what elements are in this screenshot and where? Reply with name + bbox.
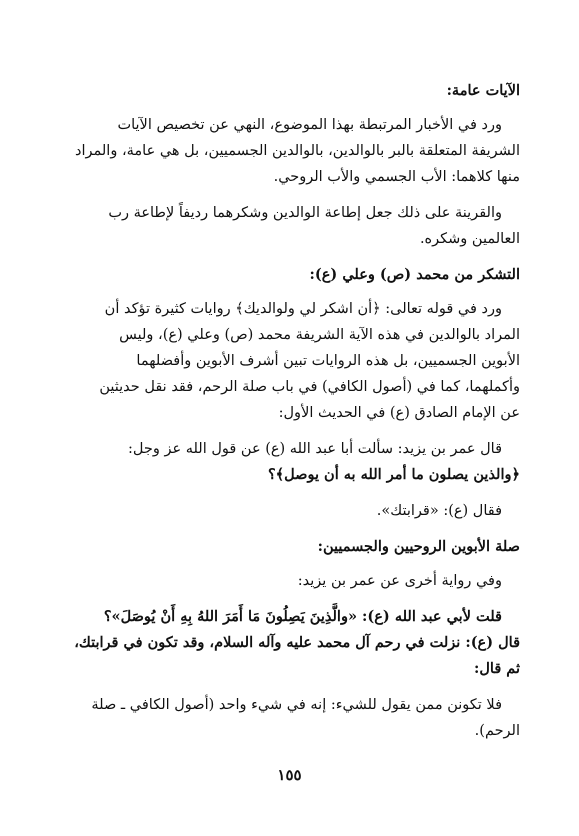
text-line: قال (ع): نزلت في رحم آل محمد عليه وآله السلام، وقد تكون في قرابتك،	[74, 634, 520, 651]
text-line: الأبوين الجسميين، بل هذه الروايات تبين أشرف الأبوين وأفضلهما	[136, 353, 520, 369]
paragraph-hadith-1	[60, 436, 520, 488]
text-line: والقرينة على ذلك جعل إطاعة الوالدين وشكرهما رديفاً لإطاعة رب	[108, 205, 502, 221]
text-line: الشريفة المتعلقة بالبر بالوالدين، بالوالدين الجسميين، بل هي عامة، والمراد	[75, 143, 520, 159]
paragraph-answer: فقال (ع): «قرابتك».	[376, 503, 502, 519]
text-line: المراد بالوالدين في هذه الآية الشريفة محمد (ص) وعلي (ع)، وليس	[119, 327, 520, 343]
paragraph-narrations	[60, 296, 520, 426]
page-number: ١٥٥	[277, 766, 302, 784]
text-line: الرحم).	[474, 723, 520, 739]
paragraph-evidence	[60, 200, 520, 252]
text-line: قال عمر بن يزيد: سألت أبا عبد الله (ع) عن قول الله عز وجل:	[128, 441, 502, 457]
text-line: ورد في قوله تعالى: ﴿أن اشكر لي ولوالديك﴾ روايات كثيرة تؤكد أن	[104, 301, 502, 317]
text-line: فلا تكونن ممن يقول للشيء: إنه في شيء واحد (أصول الكافي ـ صلة	[91, 697, 502, 713]
paragraph-closing	[60, 692, 520, 744]
page-body	[60, 78, 520, 754]
section-heading-thanks: التشكر من محمد (ص) وعلي (ع):	[309, 266, 520, 283]
text-line: ورد في الأخبار المرتبطة بهذا الموضوع، النهي عن تخصيص الآيات	[117, 117, 502, 133]
paragraph-verses-general	[60, 112, 520, 190]
paragraph-another-narration: وفي رواية أخرى عن عمر بن يزيد:	[297, 573, 502, 589]
section-heading-two-parents: صلة الأبوين الروحيين والجسميين:	[317, 538, 520, 555]
text-line: ثم قال:	[474, 660, 520, 677]
text-line: عن الإمام الصادق (ع) في الحديث الأول:	[278, 405, 520, 421]
text-line: منها كلاهما: الأب الجسمي والأب الروحي.	[273, 169, 520, 185]
text-line: العالمين وشكره.	[419, 231, 520, 247]
quran-quote: ﴿والذين يصلون ما أمر الله به أن يوصل﴾؟	[267, 466, 520, 483]
text-line: وأكملهما، كما في (أصول الكافي) في باب صلة الرحم، فقد نقل حديثين	[99, 379, 520, 395]
text-line: قلت لأبي عبد الله (ع): «والَّذِينَ يَصِلُونَ مَا أَمَرَ اللهُ بِهِ أَنْ يُوصَلَ»؟	[103, 608, 502, 625]
paragraph-hadith-2	[60, 604, 520, 682]
section-heading-general-verses: الآيات عامة:	[446, 82, 520, 99]
